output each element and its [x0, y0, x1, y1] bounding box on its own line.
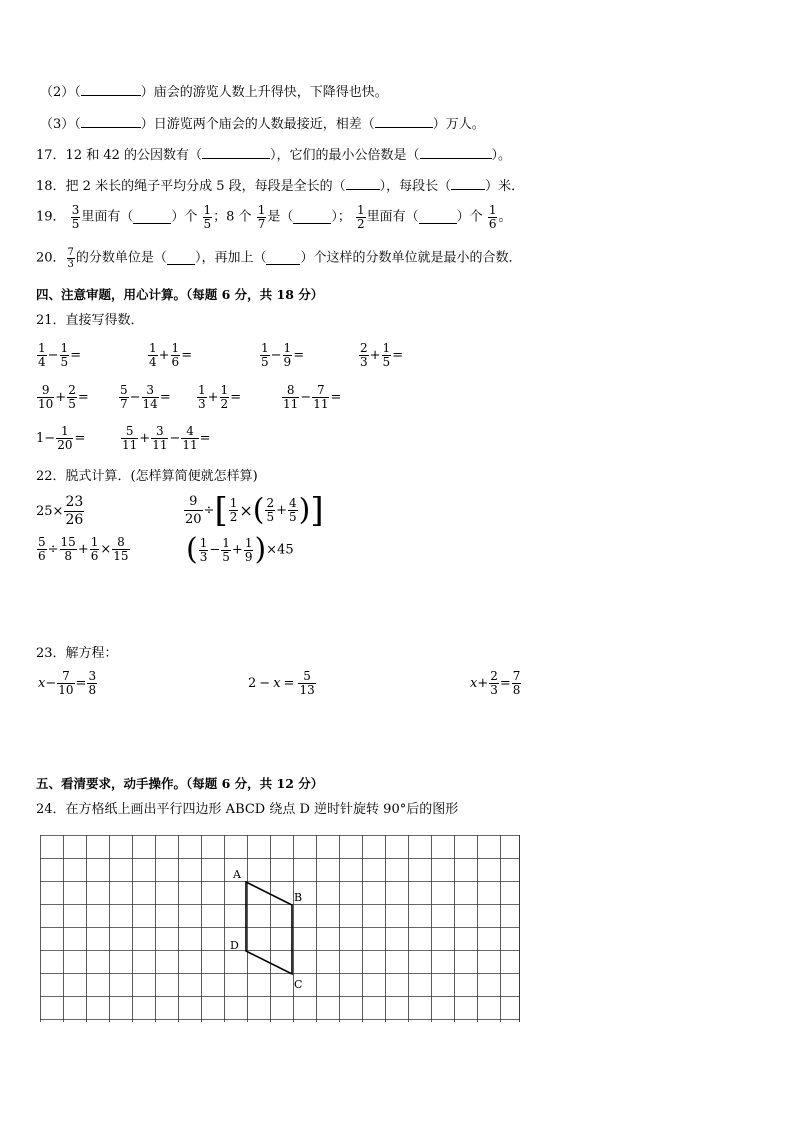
operator: −: [44, 431, 56, 446]
label-d: D: [230, 939, 239, 952]
frac-num: 1: [90, 535, 99, 549]
whole-number: 1: [36, 431, 45, 446]
q16-sub3: [40, 116, 485, 133]
q21-8-a: [282, 384, 299, 411]
q17-blank2[interactable]: [420, 147, 492, 159]
frac-num: 1: [229, 496, 238, 510]
q19-frac1-den: 5: [71, 217, 80, 231]
q21-item-4: [358, 342, 403, 369]
frac-num: 1: [60, 341, 69, 355]
q22-expr-1: [36, 494, 85, 529]
q23-eq3-f2: [512, 670, 522, 697]
operator: ×: [100, 542, 112, 557]
frac-den: 11: [122, 438, 138, 452]
frac-num: 8: [112, 536, 129, 550]
frac-num: 2: [490, 669, 498, 683]
operator: +: [158, 348, 170, 363]
frac-num: 1: [382, 341, 391, 355]
operator: −: [270, 348, 282, 363]
frac-den: 2: [220, 397, 229, 411]
left-bracket: [: [214, 490, 228, 531]
variable: x: [38, 676, 46, 691]
q22-e3-f3: [90, 536, 100, 563]
q19-frac4-den: 2: [357, 217, 365, 231]
q21-6-a: [119, 384, 129, 411]
equals-sign: =: [181, 348, 193, 363]
q20-blank2[interactable]: [266, 253, 300, 265]
frac-den: 10: [58, 683, 74, 697]
q21-7-b: [220, 384, 230, 411]
operator: +: [55, 390, 67, 405]
operator: +: [276, 503, 288, 518]
q18: [36, 178, 524, 195]
frac-den: 4: [149, 355, 157, 369]
q16-sub3-post: ）万人。: [432, 117, 485, 132]
frac-num: 9: [184, 493, 203, 511]
q19-text-4: 是（: [267, 209, 294, 225]
q18-text-a: 18．把 2 米长的绳子平均分成 5 段，每段是全长的（: [36, 179, 346, 194]
label-b: B: [294, 891, 303, 904]
q19-text-5: ）；: [331, 209, 351, 225]
frac-den: 3: [360, 355, 368, 369]
label-c: C: [294, 978, 303, 991]
q21-10-b: [151, 425, 168, 452]
q21-item-5: [36, 384, 89, 411]
q19-text-8: 。: [498, 209, 512, 225]
q24-title: 24．在方格纸上画出平行四边形 ABCD 绕点 D 逆时针旋转 90°后的图形: [36, 802, 459, 817]
frac-num: 1: [244, 535, 253, 550]
q16-sub3-pre: （3）（: [40, 117, 81, 132]
q17-text-b: ），它们的最小公倍数是（: [270, 148, 420, 163]
operator: −: [129, 390, 141, 405]
frac-den: 14: [142, 397, 158, 411]
operator: −: [45, 676, 57, 691]
label-a: A: [233, 868, 241, 881]
q22-e3-f4: [112, 536, 129, 563]
q23-eq3-f1: [489, 670, 499, 697]
q19-frac1-num: 3: [71, 203, 80, 217]
q19-frac4: [356, 204, 366, 231]
q19-frac4-num: 1: [357, 203, 365, 217]
frac-num: 7: [57, 670, 74, 684]
equals-sign: =: [230, 390, 242, 405]
frac-den: 7: [120, 397, 128, 411]
q22-expr-2: [183, 490, 324, 531]
equals-sign: =: [392, 348, 404, 363]
q22-e1-frac: [64, 494, 84, 529]
q19-text-1: 里面有（: [81, 209, 134, 225]
frac-den: 11: [152, 438, 168, 452]
q19-frac3-num: 1: [257, 203, 266, 217]
frac-den: 3: [490, 683, 498, 697]
q16-sub3-mid: ）日游览两个庙会的人数最接近，相差（: [140, 117, 375, 132]
q21-5-a: [37, 384, 54, 411]
frac-num: 2: [360, 341, 368, 355]
q22-title: 22．脱式计算．(怎样算简便就怎样算): [36, 469, 258, 484]
equals-sign: =: [330, 390, 342, 405]
frac-den: 4: [38, 355, 46, 369]
q19-blank2[interactable]: [293, 212, 331, 224]
q16-sub2-post: ）庙会的游览人数上升得快，下降得也快。: [140, 85, 388, 100]
variable: x: [273, 676, 281, 691]
frac-den: 3: [198, 397, 206, 411]
q21-item-10: [120, 425, 211, 452]
frac-num: 1: [220, 383, 229, 397]
frac-num: 5: [121, 425, 138, 439]
equals-sign: =: [70, 348, 82, 363]
q20-frac-den: 3: [67, 259, 74, 270]
equals-sign: =: [293, 348, 305, 363]
frac-den: 5: [222, 549, 230, 564]
section-4-title: 四、注意审题，用心计算。（每题 6 分，共 18 分）: [36, 287, 324, 302]
frac-den: 13: [299, 683, 315, 697]
q20-frac-num: 7: [67, 247, 74, 258]
operator: −: [209, 542, 221, 558]
q19-text-3: ；8 个: [213, 209, 252, 225]
frac-num: 7: [512, 669, 521, 683]
operator: +: [369, 348, 381, 363]
q22-e3-f2: [60, 536, 77, 563]
q21-item-1: [36, 342, 81, 369]
q23-eq1-f2: [87, 670, 97, 697]
right-paren: ): [298, 492, 311, 528]
q20: [36, 247, 521, 270]
frac-num: 7: [312, 384, 329, 398]
q18-text-b: ），每段长（: [379, 179, 452, 194]
q19-text-6: 里面有（: [366, 209, 419, 225]
q21-item-3: [259, 342, 304, 369]
frac-den: 10: [38, 397, 54, 411]
q20-text-b: ），再加上（: [194, 250, 267, 266]
frac-den: 9: [283, 355, 292, 369]
q19-frac5-den: 6: [488, 217, 497, 231]
frac-den: 11: [313, 397, 329, 411]
q22-e2-f4: [288, 497, 298, 524]
q16-sub2-blank[interactable]: [81, 84, 141, 96]
variable: x: [470, 676, 478, 691]
q21-2-b: [171, 342, 181, 369]
operator: −: [47, 348, 59, 363]
q16-sub2-pre: （2）（: [40, 85, 81, 100]
q19-number: 19．: [36, 209, 66, 225]
grid-paper[interactable]: [40, 835, 520, 1022]
q22-e2-f2: [229, 497, 239, 524]
q21-10-c: [181, 425, 198, 452]
q20-text-c: ）个这样的分数单位就是最小的合数．: [300, 250, 522, 266]
equals-sign: =: [74, 431, 86, 446]
frac-num: 8: [282, 384, 299, 398]
q23-equation-3: [470, 670, 522, 697]
q19-frac2-num: 1: [203, 203, 212, 217]
grid-lines: [40, 835, 520, 1022]
q21-4-b: [382, 342, 392, 369]
frac-num: 5: [120, 383, 128, 397]
frac-num: 1: [56, 425, 73, 439]
right-paren: ): [254, 532, 267, 567]
operator: −: [300, 390, 312, 405]
q16-sub3-blank2[interactable]: [375, 116, 433, 128]
frac-num: 1: [261, 341, 269, 355]
frac-num: 2: [68, 383, 76, 397]
q19-frac5: [488, 204, 498, 231]
frac-den: 5: [382, 355, 391, 369]
equals-sign: =: [75, 676, 87, 691]
equals-sign: =: [77, 390, 89, 405]
q16-sub2: [40, 84, 388, 101]
q21-7-a: [197, 384, 207, 411]
q23-eq1-f1: [57, 670, 74, 697]
frac-den: 5: [60, 355, 69, 369]
frac-num: 2: [266, 496, 275, 510]
frac-num: 3: [88, 669, 97, 683]
q21-item-8: [281, 384, 341, 411]
frac-den: 15: [113, 549, 129, 563]
operator: +: [77, 542, 89, 557]
q21-item-6: [118, 384, 171, 411]
frac-den: 8: [512, 683, 521, 697]
frac-den: 26: [65, 512, 84, 528]
q17-blank1[interactable]: [202, 147, 270, 159]
q22-e2-f1: [184, 493, 203, 528]
parallelogram-abcd: [246, 882, 292, 974]
frac-den: 8: [64, 549, 72, 563]
frac-num: 5: [298, 670, 315, 684]
q21-9-b: [56, 425, 73, 452]
q21-4-a: [359, 342, 369, 369]
frac-den: 5: [266, 510, 275, 524]
q22-e3-f1: [37, 536, 47, 563]
operator: +: [477, 676, 489, 691]
frac-num: 1: [222, 535, 230, 550]
frac-den: 5: [68, 397, 76, 411]
tail-term: ×45: [266, 542, 294, 558]
frac-den: 9: [244, 549, 253, 564]
frac-den: 2: [229, 510, 238, 524]
q21-1-b: [60, 342, 70, 369]
q19-text-7: ）个: [456, 209, 483, 225]
frac-num: 9: [37, 384, 54, 398]
q19-frac2-den: 5: [203, 217, 212, 231]
q20-number: 20．: [36, 250, 66, 266]
equals-sign: =: [283, 676, 295, 691]
operator: +: [139, 431, 151, 446]
q23-equation-2: [248, 670, 317, 697]
frac-den: 20: [57, 438, 73, 452]
q20-text-a: 的分数单位是（: [75, 250, 167, 266]
q19-blank3[interactable]: [419, 212, 457, 224]
frac-den: 5: [289, 510, 297, 524]
frac-num: 1: [149, 341, 157, 355]
operator: +: [207, 390, 219, 405]
frac-num: 3: [142, 384, 159, 398]
q20-frac: [67, 247, 75, 270]
q19-text-2: ）个: [171, 209, 198, 225]
q18-blank1[interactable]: [346, 178, 380, 190]
right-bracket: ]: [310, 490, 324, 531]
operator: ×: [239, 501, 253, 520]
frac-num: 15: [60, 535, 76, 549]
frac-num: 4: [289, 496, 297, 510]
frac-den: 6: [38, 549, 46, 563]
frac-num: 23: [65, 494, 84, 510]
frac-den: 6: [90, 549, 99, 563]
q23-equation-1: [38, 670, 98, 697]
q19-frac3: [257, 204, 267, 231]
frac-num: 4: [181, 425, 198, 439]
operator: ÷: [203, 503, 215, 518]
q23-title: 23．解方程：: [36, 646, 118, 661]
q22-e4-f3: [244, 537, 254, 564]
frac-num: 1: [198, 383, 206, 397]
whole-number: 2: [248, 676, 257, 691]
q22-e2-f3: [265, 497, 275, 524]
q21-3-b: [283, 342, 293, 369]
equals-sign: =: [499, 676, 511, 691]
frac-den: 11: [283, 397, 299, 411]
q19: [36, 204, 511, 231]
q21-1-a: [37, 342, 47, 369]
frac-num: 5: [38, 535, 46, 549]
q22-e4-f1: [199, 537, 209, 564]
equals-sign: =: [159, 390, 171, 405]
q21-item-9: [36, 425, 85, 452]
operator: +: [231, 542, 243, 558]
equals-sign: =: [199, 431, 211, 446]
q19-blank1[interactable]: [133, 212, 171, 224]
q21-6-b: [142, 384, 159, 411]
q22-e4-f2: [221, 537, 231, 564]
frac-den: 11: [182, 438, 198, 452]
frac-num: 1: [199, 535, 208, 550]
frac-den: 8: [88, 683, 97, 697]
q17-text-c: ）。: [491, 148, 512, 163]
q21-3-a: [260, 342, 270, 369]
q17-text-a: 17．12 和 42 的公因数有（: [36, 148, 203, 163]
q18-blank2[interactable]: [451, 178, 485, 190]
q21-5-b: [67, 384, 77, 411]
left-paren: (: [186, 532, 198, 567]
q16-sub3-blank1[interactable]: [81, 116, 141, 128]
frac-den: 20: [185, 512, 202, 527]
frac-den: 6: [171, 355, 180, 369]
q22-expr-4: [186, 532, 294, 567]
whole-term: 25×: [36, 504, 64, 519]
q21-item-7: [196, 384, 241, 411]
q22-expr-3: [36, 536, 131, 563]
q21-item-2: [147, 342, 192, 369]
left-paren: (: [252, 492, 265, 528]
frac-num: 1: [171, 341, 180, 355]
q21-title: 21．直接写得数．: [36, 313, 144, 328]
frac-den: 3: [199, 549, 208, 564]
q19-frac2: [203, 204, 213, 231]
operator: −: [259, 676, 271, 691]
q21-8-b: [312, 384, 329, 411]
operator: −: [169, 431, 181, 446]
q20-blank1[interactable]: [167, 253, 195, 265]
q19-frac5-num: 1: [488, 203, 497, 217]
q17: [36, 147, 511, 164]
frac-num: 1: [283, 341, 292, 355]
frac-den: 5: [261, 355, 269, 369]
q18-text-c: ）米．: [485, 179, 525, 194]
q19-frac3-den: 7: [257, 217, 266, 231]
q21-10-a: [121, 425, 138, 452]
operator: ÷: [47, 542, 59, 557]
frac-num: 3: [151, 425, 168, 439]
frac-num: 1: [38, 341, 46, 355]
q21-2-a: [148, 342, 158, 369]
section-5-title: 五、看清要求，动手操作。（每题 6 分，共 12 分）: [36, 776, 324, 791]
q19-frac1: [71, 204, 81, 231]
q23-eq2-f: [298, 670, 315, 697]
